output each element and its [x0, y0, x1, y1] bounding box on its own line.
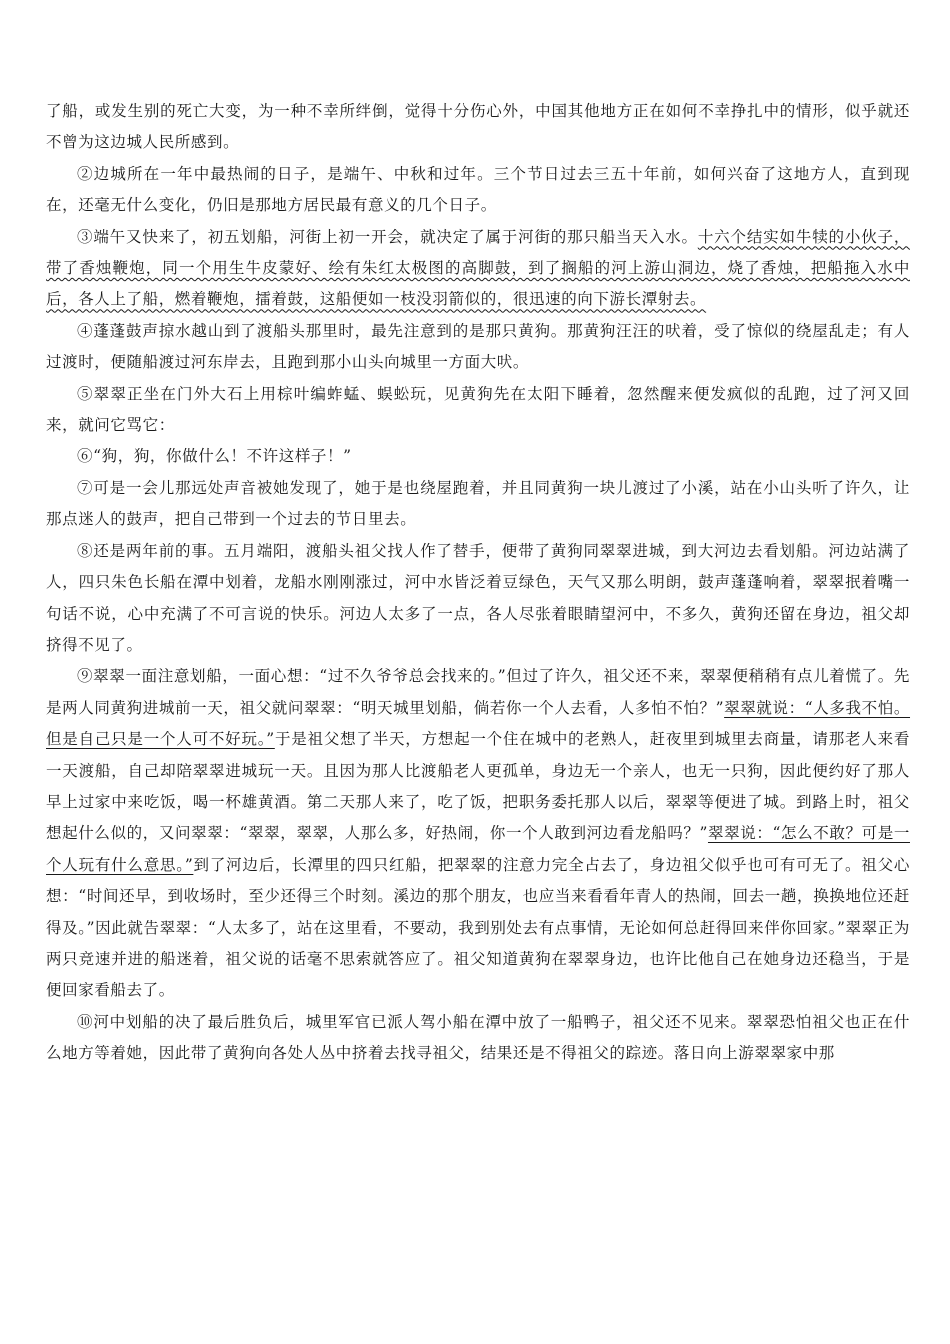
paragraph-8	[46, 536, 910, 662]
paragraph-10	[46, 1007, 910, 1070]
paragraph-2-text: ②边城所在一年中最热闹的日子，是端午、中秋和过年。三个节日过去三五十年前，如何兴奋了这地方人，直到现在，还毫无什么变化，仍旧是那地方居民最有意义的几个日子。	[46, 164, 910, 215]
paragraph-9-text-a: ⑨翠翠一面注意划船，一面心想：“过不久爷爷总会找来的。”但过了许久，祖父还不来，翠翠便稍稍有点儿着慌了。先是两人同黄狗进城前一天，祖父就问翠翠：“明天城里划船，倘若你一个人去看，人多怕不怕？”	[46, 667, 910, 717]
paragraph-5-text: ⑤翠翠正坐在门外大石上用棕叶编蚱蜢、蜈蚣玩，见黄狗先在太阳下睡着，忽然醒来便发疯似的乱跑，过了河又回来，就问它骂它：	[46, 384, 910, 435]
paragraph-9-underlined-quote-1: 翠翠就说：“人多我不怕。但是自己只是一个人可不好玩。”	[46, 698, 911, 749]
paragraph-3-text: ③端午又快来了，初五划船，河街上初一开会，就决定了属于河街的那只船当天入水。	[77, 227, 698, 246]
paragraph-7	[46, 473, 910, 536]
paragraph-4-text: ④蓬蓬鼓声掠水越山到了渡船头那里时，最先注意到的是那只黄狗。那黄狗汪汪的吠着，受了惊似的绕屋乱走；有人过渡时，便随船渡过河东岸去，且跑到那小山头向城里一方面大吠。	[46, 321, 910, 372]
document-page	[46, 96, 910, 1070]
paragraph-8-text: ⑧还是两年前的事。五月端阳，渡船头祖父找人作了替手，便带了黄狗同翠翠进城，到大河边去看划船。河边站满了人，四只朱色长船在潭中划着，龙船水刚刚涨过，河中水皆泛着豆绿色，天气又那么明朗，鼓声蓬蓬响着，翠翠抿着嘴一句话不说，心中充满了不可言说的快乐。河边人太多了一点，各人尽张着眼睛望河中，不多久，黄狗还留在身边，祖父却挤得不见了。	[46, 541, 910, 654]
paragraph-7-text: ⑦可是一会儿那远处声音被她发现了，她于是也绕屋跑着，并且同黄狗一块儿渡过了小溪，站在小山头听了许久，让那点迷人的鼓声，把自己带到一个过去的节日里去。	[46, 478, 910, 529]
paragraph-9-text-e: 到了河边后，长潭里的四只红船，把翠翠的注意力完全占去了，身边祖父似乎也可有可无了。祖父心想：“时间还早，到收场时，至少还得三个时刻。溪边的那个朋友，也应当来看看年青人的热闹，回去一趟，换换地位还赶得及。”因此就告翠翠：“人太多了，站在这里看，不要动，我到别处去有点事情，无论如何总赶得回来伴你回家。”翠翠正为两只竞速并进的船迷着，祖父说的话毫不思索就答应了。祖父知道黄狗在翠翠身边，也许比他自己在她身边还稳当，于是便回家看船去了。	[46, 855, 910, 1000]
paragraph-9	[46, 661, 910, 1006]
paragraph-2	[46, 159, 910, 222]
paragraph-3	[46, 222, 910, 316]
paragraph-9-underlined-quote-2: 翠翠说：“怎么不敢？可是一个人玩有什么意思。”	[46, 824, 910, 874]
paragraph-5	[46, 379, 910, 442]
paragraph-4	[46, 316, 910, 379]
paragraph-6-text: ⑥“狗，狗，你做什么！不许这样子！”	[77, 447, 352, 466]
paragraph-1	[46, 96, 910, 159]
paragraph-1-text: 了船，或发生别的死亡大变，为一种不幸所绊倒，觉得十分伤心外，中国其他地方正在如何不幸挣扎中的情形，似乎就还不曾为这边城人民所感到。	[46, 102, 910, 152]
paragraph-9-text-c: 于是祖父想了半天，方想起一个住在城中的老熟人，赶夜里到城里去商量，请那老人来看一天渡船，自己却陪翠翠进城玩一天。且因为那人比渡船老人更孤单，身边无一个亲人，也无一只狗，因此便约好了那人早上过家中来吃饭，喝一杯雄黄酒。第二天那人来了，吃了饭，把职务委托那人以后，翠翠等便进了城。到路上时，祖父想起什么似的，又问翠翠：“翠翠，翠翠，人那么多，好热闹，你一个人敢到河边看龙船吗？”	[46, 730, 910, 843]
paragraph-6	[46, 441, 910, 472]
paragraph-3-wavy-underlined-sentence: 十六个结实如牛犊的小伙子，带了香烛鞭炮，同一个用生牛皮蒙好、绘有朱红太极图的高脚鼓，到了搁船的河上游山洞边，烧了香烛，把船拖入水中后，各人上了船，燃着鞭炮，擂着鼓，这船便如一枝没羽箭似的，很迅速的向下游长潭射去。	[46, 227, 910, 309]
paragraph-10-text: ⑩河中划船的决了最后胜负后，城里军官已派人驾小船在潭中放了一船鸭子，祖父还不见来。翠翠恐怕祖父也正在什么地方等着她，因此带了黄狗向各处人丛中挤着去找寻祖父，结果还是不得祖父的踪迹。落日向上游翠翠家中那	[46, 1012, 910, 1063]
